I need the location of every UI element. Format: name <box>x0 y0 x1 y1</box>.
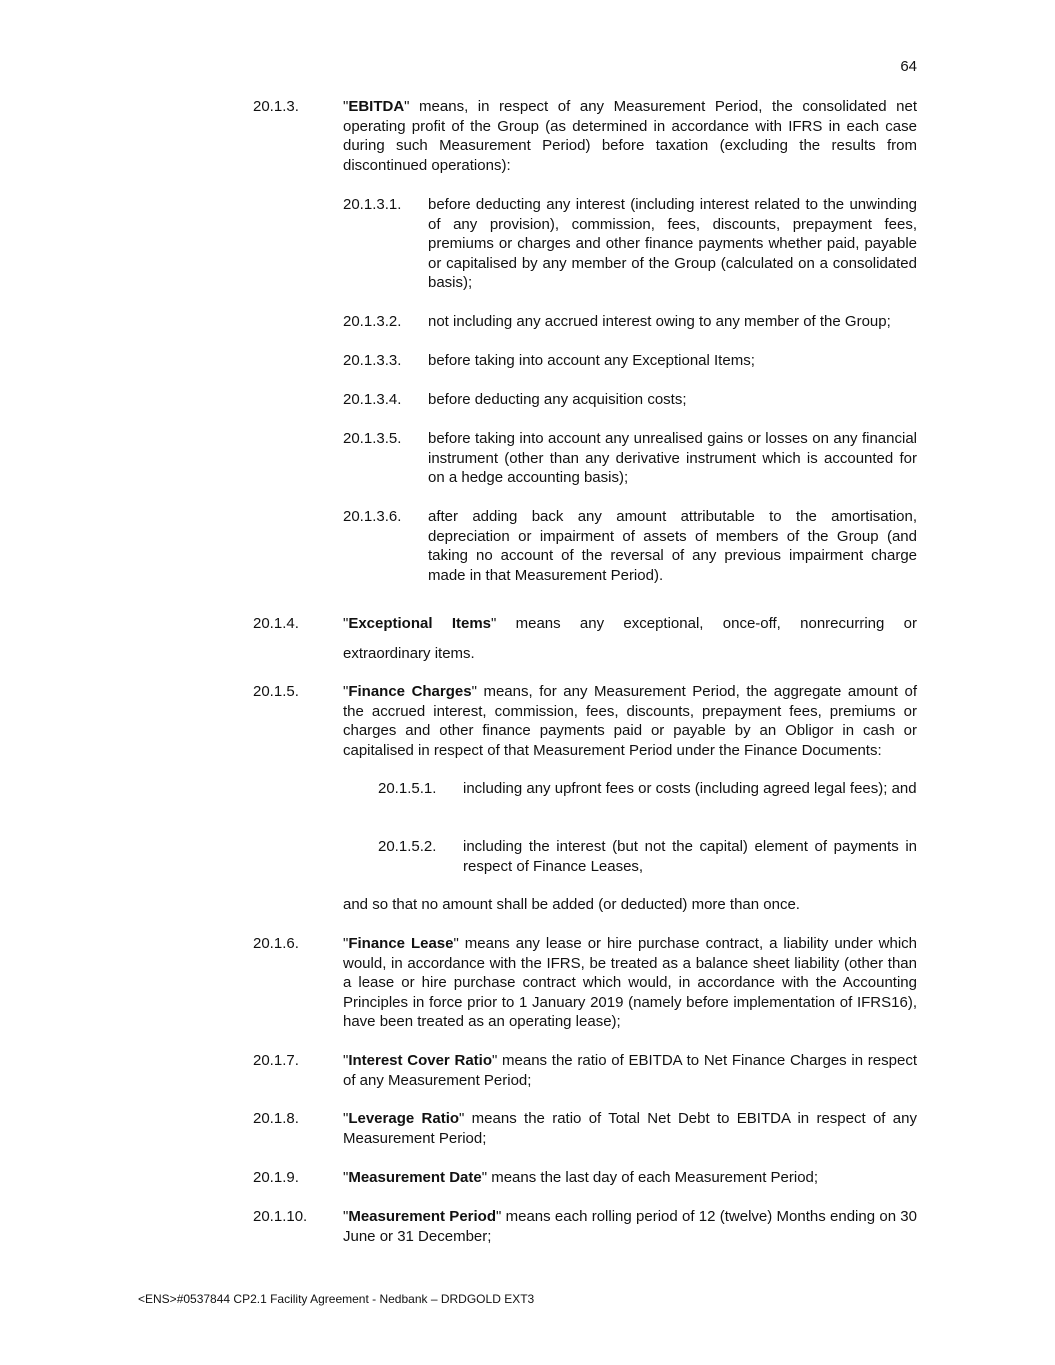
sub-clause-text: before taking into account any Exceptional Items; <box>428 352 755 369</box>
sub-clause-text: before taking into account any unrealised gains or losses on any financial instrument (other than any derivative instrument which is accounted for on a hedge accounting basis); <box>428 430 917 486</box>
clause-number: 20.1.9. <box>253 1169 299 1186</box>
clause-number: 20.1.4. <box>253 615 299 632</box>
defined-term: Finance Lease <box>348 935 454 952</box>
sub-clause-number: 20.1.3.2. <box>343 313 402 330</box>
clause-text: "Exceptional Items" means any exceptional, once-off, nonrecurring or <box>343 615 917 632</box>
clause-number: 20.1.7. <box>253 1052 299 1069</box>
clause-20-1-8 <box>253 1109 917 1148</box>
page-number: 64 <box>900 58 917 75</box>
clause-20-1-6 <box>253 934 917 1032</box>
sub-clause-number: 20.1.3.1. <box>343 196 402 213</box>
defined-term: Leverage Ratio <box>348 1110 460 1127</box>
sub-clause-20-1-3-2 <box>343 312 917 332</box>
clause-text: "Measurement Date" means the last day of each Measurement Period; <box>343 1169 819 1186</box>
sub-clause-20-1-3-3 <box>343 351 917 371</box>
sub-clause-20-1-5-1 <box>378 779 917 799</box>
clause-number: 20.1.3. <box>253 98 299 115</box>
sub-clause-20-1-3-4 <box>343 390 917 410</box>
sub-clause-text: after adding back any amount attributable to the amortisation, depreciation or impairment of assets of members of the Group (and taking no account of the reversal of any previous impairment charge made in that Measurement Period). <box>428 508 917 584</box>
clause-20-1-3 <box>253 97 917 175</box>
defined-term: EBITDA <box>348 98 405 115</box>
sub-clause-number: 20.1.3.5. <box>343 430 402 447</box>
clause-20-1-5 <box>253 682 917 760</box>
sub-clause-number: 20.1.3.4. <box>343 391 402 408</box>
sub-clause-text: before deducting any acquisition costs; <box>428 391 687 408</box>
sub-clause-text: before deducting any interest (including interest related to the unwinding of any provision), commission, fees, discounts, prepayment fees, premiums or charges and other finance payments whether paid, payable or capitalised by any member of the Group (calculated on a consolidated basis); <box>428 196 917 291</box>
clause-20-1-7 <box>253 1051 917 1090</box>
clause-text-continued: extraordinary items. <box>343 644 475 662</box>
sub-clause-number: 20.1.3.3. <box>343 352 402 369</box>
sub-clause-text: not including any accrued interest owing to any member of the Group; <box>428 313 891 330</box>
defined-term: Measurement Date <box>348 1169 482 1186</box>
sub-clause-number: 20.1.5.2. <box>378 838 437 855</box>
document-footer: <ENS>#0537844 CP2.1 Facility Agreement - Nedbank – DRDGOLD EXT3 <box>138 1292 535 1306</box>
clause-20-1-5-closing: and so that no amount shall be added (or deducted) more than once. <box>343 896 800 913</box>
sub-clause-number: 20.1.5.1. <box>378 780 437 797</box>
sub-clause-20-1-5-2 <box>378 837 917 876</box>
clause-text: "Measurement Period" means each rolling period of 12 (twelve) Months ending on 30 June or 31 December; <box>343 1208 917 1245</box>
defined-term: Measurement Period <box>348 1208 496 1225</box>
clause-text: "Finance Lease" means any lease or hire purchase contract, a liability under which would, in accordance with the IFRS, be treated as a balance sheet liability (other than a lease or hire purchase contract which would, in accordance with the Accounting Principles in force prior to 1 January 2019 (namely before implementation of IFRS16), have been treated as an operating lease); <box>343 935 917 1030</box>
clause-text: "EBITDA" means, in respect of any Measurement Period, the consolidated net operating profit of the Group (as determined in accordance with IFRS in each case during such Measurement Period) before taxation (excluding the results from discontinued operations): <box>343 98 917 174</box>
sub-clause-text: including the interest (but not the capital) element of payments in respect of Finance Leases, <box>463 838 917 875</box>
clause-number: 20.1.8. <box>253 1110 299 1127</box>
defined-term: Interest Cover Ratio <box>348 1052 492 1069</box>
defined-term: Finance Charges <box>348 683 472 700</box>
clause-text: "Finance Charges" means, for any Measurement Period, the aggregate amount of the accrued interest, commission, fees, discounts, prepayment fees, premiums or charges and other finance payments paid or payable by an Obligor in cash or capitalised in respect of that Measurement Period under the Finance Documents: <box>343 683 917 759</box>
clause-number: 20.1.6. <box>253 935 299 952</box>
sub-clause-number: 20.1.3.6. <box>343 508 402 525</box>
clause-number: 20.1.10. <box>253 1208 308 1225</box>
sub-clause-20-1-3-5 <box>343 429 917 488</box>
clause-20-1-10 <box>253 1207 917 1246</box>
clause-text: "Interest Cover Ratio" means the ratio of EBITDA to Net Finance Charges in respect of any Measurement Period; <box>343 1052 917 1089</box>
sub-clause-20-1-3-6 <box>343 507 917 585</box>
sub-clause-20-1-3-1 <box>343 195 917 293</box>
clause-20-1-4 <box>253 614 917 663</box>
clause-20-1-9 <box>253 1168 917 1188</box>
defined-term: Exceptional Items <box>348 615 491 632</box>
clause-text: "Leverage Ratio" means the ratio of Total Net Debt to EBITDA in respect of any Measurement Period; <box>343 1110 917 1147</box>
sub-clause-text: including any upfront fees or costs (including agreed legal fees); and <box>463 780 917 797</box>
clause-number: 20.1.5. <box>253 683 299 700</box>
